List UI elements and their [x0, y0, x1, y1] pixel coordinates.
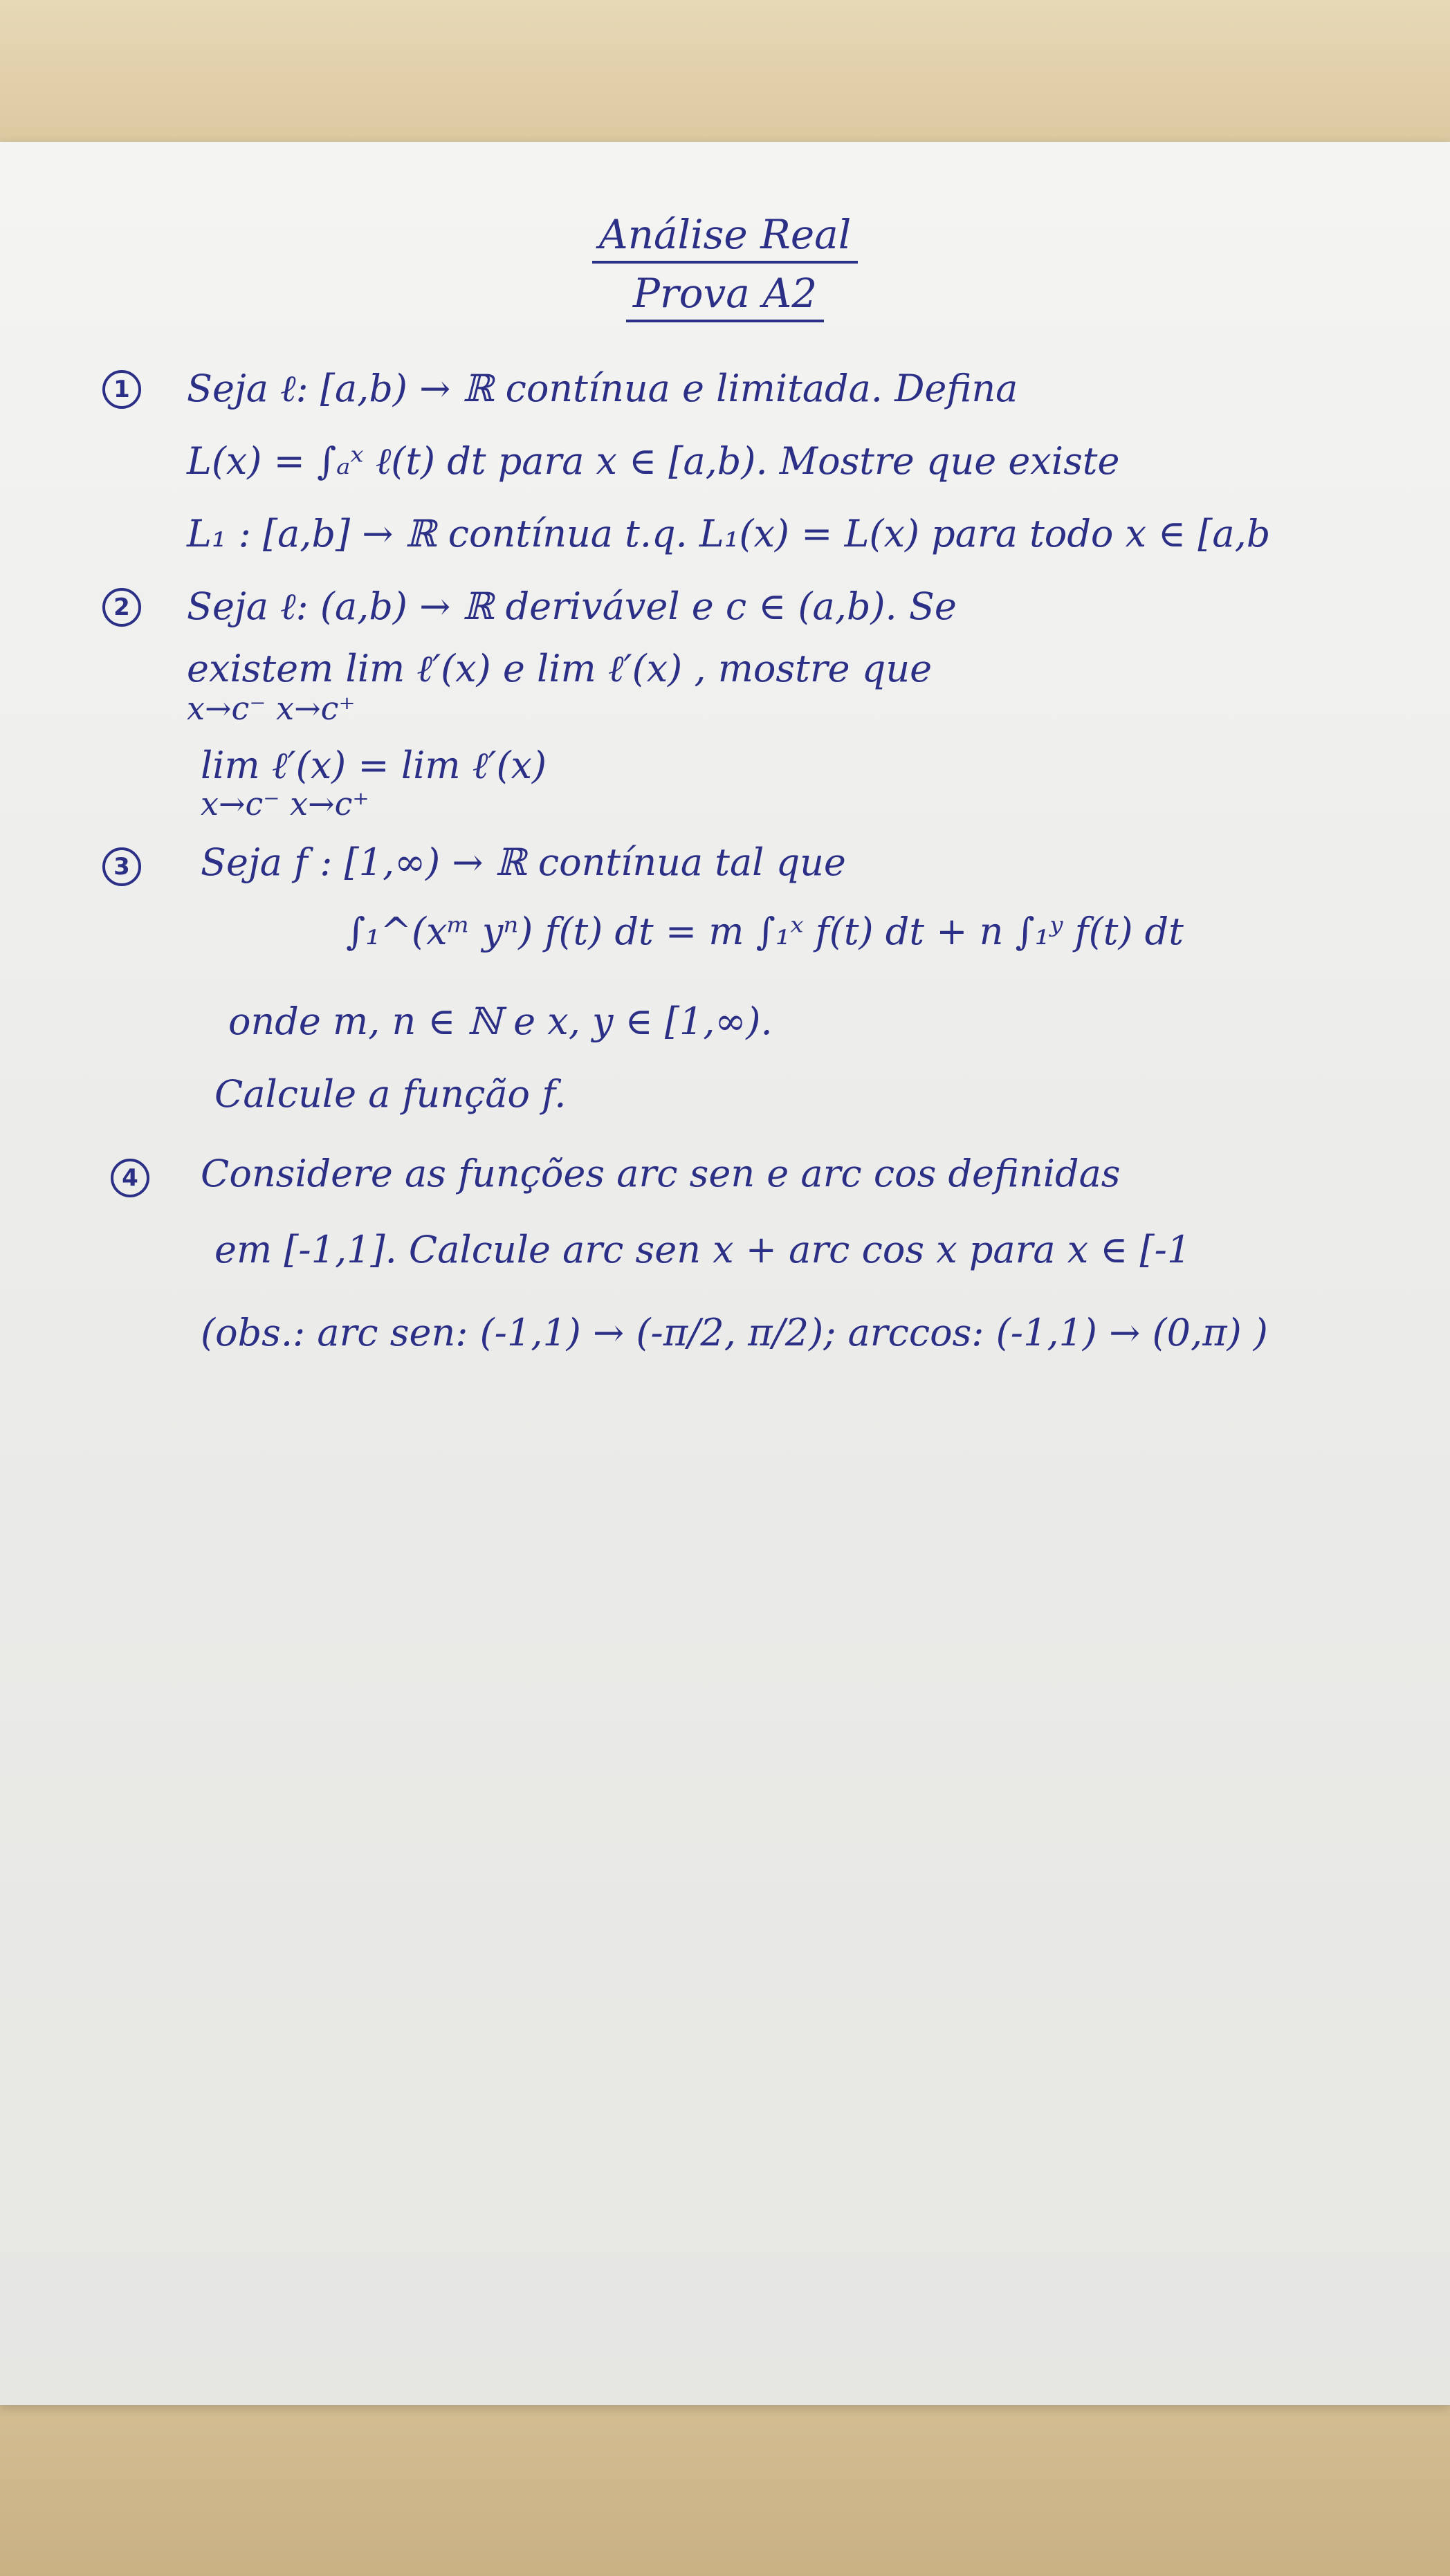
question-4-line-1: Considere as funções arc sen e arc cos definidas [201, 1152, 1121, 1195]
question-4-number: 4 [111, 1159, 149, 1197]
document-title [0, 211, 1450, 264]
question-2-line-1: Seja ℓ: (a,b) → ℝ derivável e c ∈ (a,b). Se [187, 585, 957, 628]
document-subtitle [0, 270, 1450, 322]
question-2-number: 2 [102, 588, 141, 627]
question-2-line-2-limits: x→c⁻ x→c⁺ [187, 690, 356, 727]
question-2-line-3: lim ℓ′(x) = lim ℓ′(x) [201, 744, 547, 787]
table-surface-bottom [0, 2400, 1450, 2576]
question-3-line-2: ∫₁^(xᵐ yⁿ) f(t) dt = m ∫₁ˣ f(t) dt + n ∫₁ʸ f(t) dt [346, 910, 1184, 953]
question-1-number: 1 [102, 370, 141, 409]
question-2-line-3-limits: x→c⁻ x→c⁺ [201, 785, 369, 822]
question-4-line-2: em [-1,1]. Calcule arc sen x + arc cos x para x ∈ [-1 [214, 1228, 1191, 1271]
paper-sheet [0, 142, 1450, 2405]
question-1-line-1: Seja ℓ: [a,b) → ℝ contínua e limitada. Defina [187, 367, 1018, 410]
document-subtitle-text: Prova A2 [626, 270, 824, 322]
question-3-number: 3 [102, 847, 141, 886]
question-3-line-1: Seja f : [1,∞) → ℝ contínua tal que [201, 840, 846, 884]
question-4-obs: (obs.: arc sen: (-1,1) → (-π/2, π/2); arccos: (-1,1) → (0,π) ) [201, 1311, 1268, 1354]
question-3-line-3: onde m, n ∈ ℕ e x, y ∈ [1,∞). [228, 1000, 773, 1043]
question-3-line-4: Calcule a função f. [214, 1072, 567, 1116]
question-2-line-2: existem lim ℓ′(x) e lim ℓ′(x) , mostre que [187, 647, 933, 690]
question-1-line-2: L(x) = ∫ₐˣ ℓ(t) dt para x ∈ [a,b). Mostre que existe [187, 439, 1120, 483]
table-surface-top [0, 0, 1450, 149]
question-1-line-3: L₁ : [a,b] → ℝ contínua t.q. L₁(x) = L(x) para todo x ∈ [a,b [187, 512, 1271, 555]
document-title-text: Análise Real [592, 211, 859, 264]
